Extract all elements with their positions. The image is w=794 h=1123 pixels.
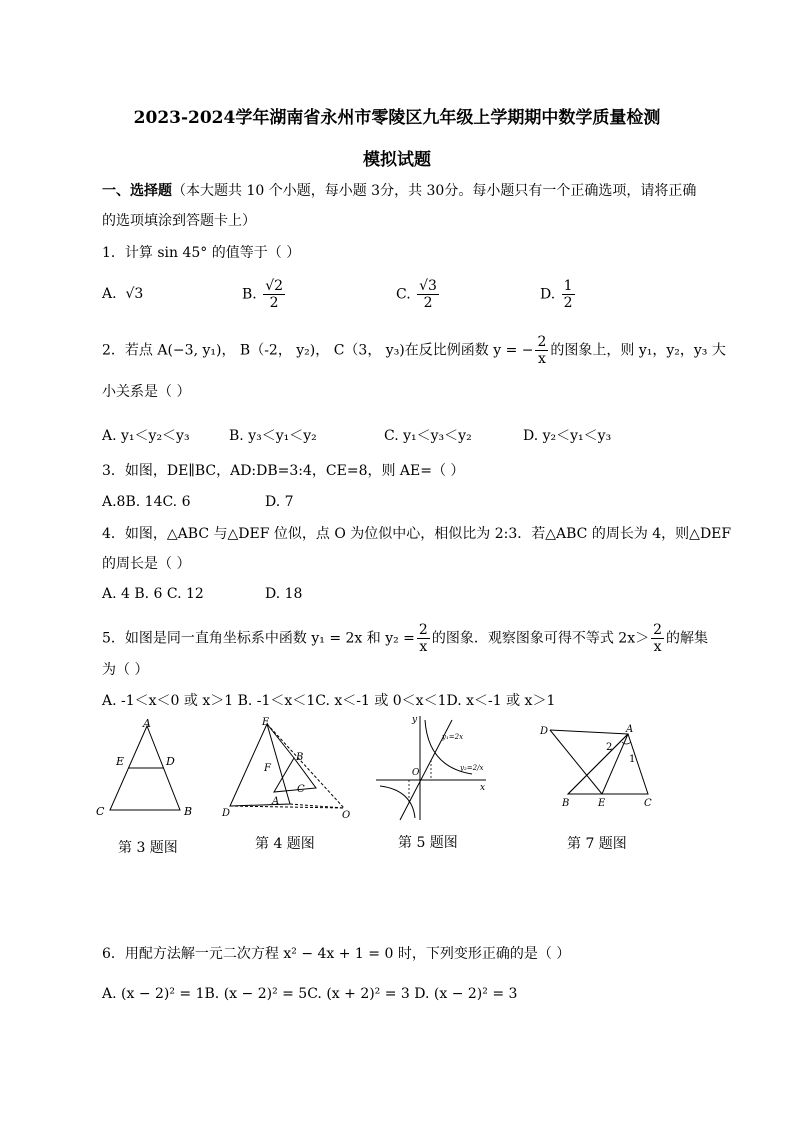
section-note: （本大题共 10 个小题，每小题 3分，共 30分。每小题只有一个正确选项，请将正确 [172, 183, 697, 199]
section-heading: 一、选择题 [102, 183, 172, 199]
q2-option-c: C. y₁＜y₃＜y₂ [384, 428, 472, 444]
q5-fraction-2: $\frac{2}{x}$ [653, 622, 663, 655]
fig4-label-d: D [222, 808, 231, 819]
q1-stem: 1．计算 sin 45° 的值等于（ ） [102, 245, 301, 261]
q3-option-d: D. 7 [265, 494, 294, 510]
fig5-label-x: x [480, 783, 486, 793]
q2-option-b: B. y₃＜y₁＜y₂ [229, 428, 317, 444]
fig4-label-c: C [297, 784, 305, 795]
fig7-seg-de [550, 730, 602, 794]
fig5-curve-y2-left [380, 786, 415, 818]
fig7-label-e: E [598, 798, 606, 809]
fig7-seg-da [550, 730, 628, 734]
page-subtitle: 模拟试题 [363, 150, 431, 170]
q3-options-abc: A.8B. 14C. 6 [102, 494, 191, 510]
figure-5 [372, 712, 490, 824]
fig7-label-c: C [644, 798, 652, 809]
fig5-label-o: O [412, 768, 420, 778]
q4-options-abc: A. 4 B. 6 C. 12 [102, 586, 204, 602]
fig4-label-o: O [342, 810, 351, 821]
q5-options: A. -1＜x＜0 或 x＞1 B. -1＜x＜1C. x＜-1 或 0＜x＜1D. x＜-1 或 x＞1 [102, 693, 556, 709]
fig4-label-e: E [262, 717, 270, 728]
q6-stem: 6．用配方法解一元二次方程 x² − 4x + 1 = 0 时，下列变形正确的是（ ） [102, 946, 571, 962]
fig7-label-1: 1 [629, 754, 636, 765]
fig7-label-d: D [540, 726, 549, 737]
fig7-label-a: A [626, 724, 634, 735]
q1-option-c: C. $\frac{√3}{2}$ [396, 278, 437, 311]
q1-d-fraction: $\frac{1}{2}$ [563, 278, 573, 311]
q1-option-b: B. $\frac{√2}{2}$ [242, 278, 284, 311]
fig5-label-y: y [412, 715, 418, 725]
q3-stem: 3．如图，DE∥BC，AD:DB=3:4，CE=8，则 AE=（ ） [102, 463, 465, 479]
section-note-2: 的选项填涂到答题卡上） [102, 213, 256, 229]
fig3-label-e: E [116, 755, 125, 768]
fig5-label-line: y₁=2x [442, 733, 464, 741]
q2-option-d: D. y₂＜y₁＜y₃ [523, 428, 612, 444]
q5-stem: 5．如图是同一直角坐标系中函数 y₁ = 2x 和 y₂ = $\frac{2}{x}$ 的图象．观察图象可得不等式 2x＞ $\frac{2}{x}$ 的解集 [102, 622, 709, 655]
q5-fraction-1: $\frac{2}{x}$ [418, 622, 428, 655]
figure-7 [536, 720, 664, 810]
q4-stem: 4．如图，△ABC 与△DEF 位似，点 O 为位似中心，相似比为 2:3．若△ABC 的周长为 4，则△DEF [102, 526, 732, 542]
q2-stem-2: 小关系是（ ） [102, 384, 191, 400]
figure-4 [220, 716, 355, 824]
fig7-label-b: B [562, 798, 570, 809]
q5-stem-2: 为（ ） [102, 662, 149, 678]
q1-a-value: √3 [125, 286, 144, 302]
page-title: 2023-2024学年湖南省永州市零陵区九年级上学期期中数学质量检测 [133, 108, 661, 128]
q1-option-d: D. $\frac{1}{2}$ [540, 278, 573, 311]
q4-stem-2: 的周长是（ ） [102, 556, 191, 572]
fig3-label-a: A [143, 717, 151, 730]
fig3-label-c: C [96, 805, 105, 818]
fig7-caption: 第 7 题图 [567, 836, 627, 852]
fig4-label-b: B [296, 752, 304, 763]
q1-b-fraction: $\frac{√2}{2}$ [265, 278, 284, 311]
section-intro [102, 181, 696, 201]
fig5-label-curve: y₂=2/x [460, 764, 484, 772]
q2-option-a: A. y₁＜y₂＜y₃ [102, 428, 190, 444]
q6-options: A. (x − 2)² = 1B. (x − 2)² = 5C. (x + 2)² = 3 D. (x − 2)² = 3 [102, 986, 518, 1002]
fig4-caption: 第 4 题图 [255, 836, 315, 852]
q4-option-d: D. 18 [265, 586, 303, 602]
fig7-label-2: 2 [606, 742, 613, 753]
fig4-triangle-abc [274, 758, 316, 792]
fig3-label-b: B [184, 805, 193, 818]
q2-stem: 2．若点 A(−3, y₁)， B（-2， y₂)， C（3， y₃)在反比例函数 y = − $\frac{2}{x}$ 的图象上，则 y₁，y₂，y₃ 大 [102, 334, 726, 367]
q2-fraction: $\frac{2}{x}$ [537, 334, 547, 367]
fig4-label-a: A [272, 796, 280, 807]
fig4-seg-ea [267, 724, 294, 758]
figure-3 [92, 716, 204, 826]
fig4-label-f: F [264, 763, 271, 774]
fig3-label-d: D [166, 755, 175, 768]
fig3-caption: 第 3 题图 [118, 840, 178, 856]
fig5-caption: 第 5 题图 [398, 835, 458, 851]
q1-c-fraction: $\frac{√3}{2}$ [419, 278, 437, 311]
q1-option-a: A. √3 [102, 286, 144, 302]
fig4-triangle-def [230, 724, 290, 806]
